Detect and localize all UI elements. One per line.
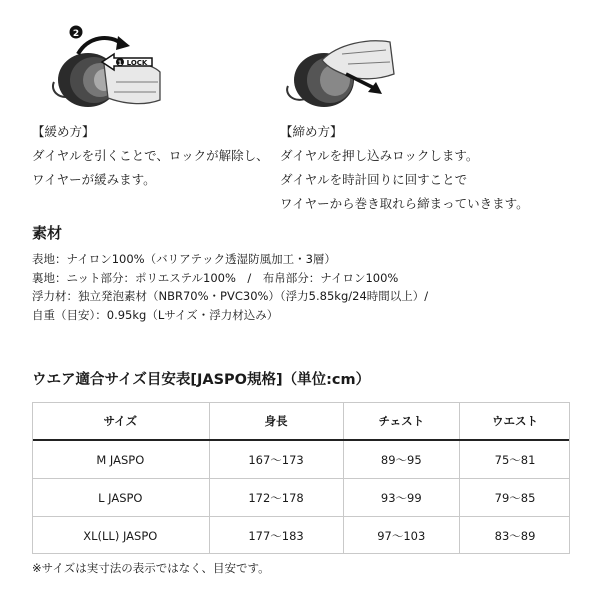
tighten-instructions xyxy=(280,120,529,216)
materials-title: 素材 xyxy=(32,224,63,242)
material-line: 自重（目安）：0.95kg（Lサイズ・浮力材込み） xyxy=(32,307,279,322)
cell-waist: 75〜81 xyxy=(460,440,570,479)
tighten-line: ダイヤルを時計回りに回すことで xyxy=(280,172,468,187)
cell-chest: 89〜95 xyxy=(343,440,460,479)
loosen-instructions xyxy=(32,120,269,192)
cell-size: M JASPO xyxy=(32,440,209,479)
header-size: サイズ xyxy=(32,402,209,440)
table-row xyxy=(32,517,570,555)
cell-waist: 83〜89 xyxy=(494,528,536,543)
cell-size: XL(LL) JASPO xyxy=(32,517,209,555)
size-table xyxy=(32,402,570,554)
material-line: 表地：ナイロン100%（バリアテック透湿防風加工・3層） xyxy=(32,252,336,266)
arrow-badge-one: 1 xyxy=(117,60,123,67)
header-height: 身長 xyxy=(209,402,343,440)
material-line: 裏地：ニット部分：ポリエステル100% / 布帛部分：ナイロン100% xyxy=(32,270,399,285)
step-badge-two: 2 xyxy=(72,29,80,39)
dial-push-lock-icon xyxy=(282,20,412,110)
header-waist: ウエスト xyxy=(460,402,570,440)
table-row xyxy=(32,440,570,479)
cell-chest: 93〜99 xyxy=(343,479,460,517)
loosen-line: ワイヤーが緩みます。 xyxy=(32,172,156,187)
cell-chest: 97〜103 xyxy=(343,517,460,555)
cell-size: L JASPO xyxy=(32,479,209,517)
lock-label: LOCK xyxy=(126,59,148,67)
dial-pull-unlock-illustration xyxy=(48,20,168,110)
tighten-title: 【締め方】 xyxy=(280,124,343,139)
tighten-line: ワイヤーから巻き取れら締まっていきます。 xyxy=(280,196,529,211)
cell-waist: 79〜85 xyxy=(460,479,570,517)
loosen-line: ダイヤルを引くことで、ロックが解除し、 xyxy=(32,148,269,163)
loosen-title: 【緩め方】 xyxy=(32,124,95,139)
dial-push-lock-illustration xyxy=(282,20,412,110)
table-row xyxy=(32,479,570,517)
header-chest: チェスト xyxy=(343,402,460,440)
tighten-line: ダイヤルを押し込みロックします。 xyxy=(280,148,479,163)
size-table-title: ウエア適合サイズ目安表[JASPO規格]（単位:cm） xyxy=(32,372,371,388)
size-note: ※サイズは実寸法の表示ではなく、目安です。 xyxy=(32,561,270,575)
materials-list xyxy=(32,250,428,324)
cell-height: 177〜183 xyxy=(209,517,343,555)
material-line: 浮力材：独立発泡素材（NBR70%・PVC30%）（浮力5.85kg/24時間以上）/ xyxy=(32,289,429,303)
cell-height: 167〜173 xyxy=(209,440,343,479)
table-header-row xyxy=(32,402,570,440)
cell-height: 172〜178 xyxy=(209,479,343,517)
dial-pull-unlock-icon xyxy=(48,20,168,110)
